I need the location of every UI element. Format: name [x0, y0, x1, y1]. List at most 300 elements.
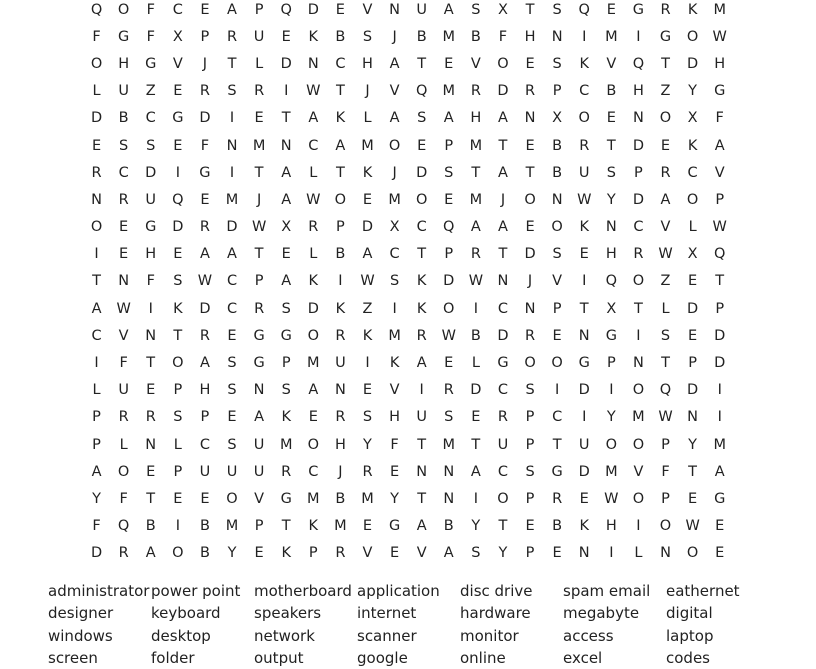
grid-letter[interactable]: T: [525, 164, 535, 181]
grid-letter[interactable]: V: [362, 545, 373, 562]
grid-letter[interactable]: H: [714, 55, 726, 72]
grid-letter[interactable]: X: [172, 28, 183, 45]
grid-letter[interactable]: A: [470, 463, 481, 480]
grid-letter[interactable]: E: [688, 273, 698, 290]
grid-letter[interactable]: S: [552, 246, 562, 263]
grid-letter[interactable]: M: [605, 463, 618, 480]
grid-letter[interactable]: W: [306, 191, 321, 208]
grid-letter[interactable]: A: [714, 463, 725, 480]
grid-letter[interactable]: D: [687, 300, 699, 317]
grid-letter[interactable]: P: [444, 137, 454, 154]
grid-letter[interactable]: J: [392, 28, 397, 45]
grid-letter[interactable]: D: [280, 55, 292, 72]
grid-letter[interactable]: S: [444, 409, 454, 426]
grid-letter[interactable]: A: [470, 219, 481, 236]
grid-letter[interactable]: M: [334, 518, 347, 535]
grid-letter[interactable]: C: [579, 83, 590, 100]
grid-letter[interactable]: J: [500, 191, 506, 208]
grid-letter[interactable]: P: [254, 518, 264, 535]
grid-letter[interactable]: Y: [606, 409, 616, 426]
grid-letter[interactable]: S: [606, 164, 616, 181]
grid-letter[interactable]: N: [307, 55, 319, 72]
grid-letter[interactable]: V: [389, 382, 400, 399]
grid-letter[interactable]: R: [362, 463, 373, 480]
grid-letter[interactable]: R: [552, 490, 563, 507]
grid-letter[interactable]: Y: [498, 545, 508, 562]
grid-letter[interactable]: L: [119, 436, 128, 453]
grid-letter[interactable]: Y: [390, 490, 399, 507]
grid-letter[interactable]: H: [199, 382, 211, 399]
grid-letter[interactable]: Z: [362, 300, 373, 317]
grid-letter[interactable]: K: [389, 355, 400, 372]
grid-letter[interactable]: T: [471, 436, 481, 453]
grid-letter[interactable]: D: [470, 382, 482, 399]
grid-letter[interactable]: U: [199, 463, 211, 480]
grid-letter[interactable]: U: [578, 164, 590, 181]
grid-letter[interactable]: P: [715, 191, 725, 208]
grid-letter[interactable]: N: [578, 327, 590, 344]
grid-letter[interactable]: U: [226, 463, 238, 480]
grid-letter[interactable]: O: [90, 219, 103, 236]
grid-letter[interactable]: P: [661, 490, 670, 507]
grid-letter[interactable]: R: [633, 246, 644, 263]
grid-letter[interactable]: O: [226, 490, 238, 507]
grid-letter[interactable]: S: [146, 137, 156, 154]
grid-letter[interactable]: O: [524, 191, 536, 208]
grid-letter[interactable]: N: [280, 137, 292, 154]
grid-letter[interactable]: A: [416, 355, 427, 372]
grid-letter[interactable]: Q: [578, 1, 590, 18]
grid-letter[interactable]: D: [90, 110, 103, 127]
grid-letter[interactable]: N: [443, 490, 455, 507]
grid-letter[interactable]: I: [284, 83, 289, 100]
grid-letter[interactable]: E: [444, 191, 454, 208]
grid-letter[interactable]: E: [389, 545, 400, 562]
grid-letter[interactable]: L: [309, 246, 318, 263]
grid-letter[interactable]: T: [417, 246, 427, 263]
grid-letter[interactable]: N: [389, 1, 400, 18]
grid-letter[interactable]: O: [551, 355, 563, 372]
grid-letter[interactable]: S: [227, 436, 237, 453]
grid-letter[interactable]: O: [443, 300, 455, 317]
grid-letter[interactable]: M: [361, 137, 374, 154]
grid-letter[interactable]: I: [473, 300, 478, 317]
grid-letter[interactable]: S: [525, 382, 535, 399]
grid-letter[interactable]: D: [687, 382, 699, 399]
grid-letter[interactable]: R: [660, 164, 671, 181]
grid-letter[interactable]: M: [469, 137, 483, 154]
grid-letter[interactable]: R: [145, 409, 156, 426]
grid-letter[interactable]: E: [200, 490, 210, 507]
grid-letter[interactable]: E: [281, 28, 291, 45]
grid-letter[interactable]: I: [555, 382, 560, 399]
grid-letter[interactable]: T: [173, 327, 183, 344]
grid-letter[interactable]: N: [551, 28, 563, 45]
grid-letter[interactable]: Y: [471, 518, 481, 535]
grid-letter[interactable]: P: [525, 436, 535, 453]
grid-letter[interactable]: S: [471, 1, 481, 18]
grid-letter[interactable]: O: [632, 273, 645, 290]
grid-letter[interactable]: P: [525, 545, 535, 562]
grid-letter[interactable]: F: [119, 490, 128, 507]
grid-letter[interactable]: D: [307, 1, 319, 18]
grid-letter[interactable]: R: [579, 137, 590, 154]
grid-letter[interactable]: I: [94, 355, 99, 372]
grid-letter[interactable]: W: [685, 518, 700, 535]
grid-letter[interactable]: O: [578, 110, 590, 127]
grid-letter[interactable]: A: [281, 273, 292, 290]
grid-letter[interactable]: E: [362, 518, 373, 535]
grid-letter[interactable]: B: [552, 137, 563, 154]
grid-letter[interactable]: K: [579, 518, 589, 535]
grid-letter[interactable]: H: [524, 28, 536, 45]
grid-letter[interactable]: T: [633, 300, 643, 317]
grid-letter[interactable]: R: [199, 219, 210, 236]
grid-letter[interactable]: X: [552, 110, 563, 127]
grid-letter[interactable]: A: [281, 164, 292, 181]
grid-letter[interactable]: K: [362, 164, 373, 181]
grid-letter[interactable]: A: [714, 137, 725, 154]
grid-letter[interactable]: Q: [713, 246, 726, 263]
grid-letter[interactable]: R: [118, 545, 129, 562]
grid-letter[interactable]: B: [199, 545, 210, 562]
grid-letter[interactable]: Q: [443, 219, 455, 236]
grid-letter[interactable]: V: [362, 1, 373, 18]
grid-letter[interactable]: Q: [172, 191, 184, 208]
grid-letter[interactable]: E: [91, 137, 102, 154]
grid-letter[interactable]: T: [688, 463, 698, 480]
grid-letter[interactable]: E: [362, 382, 373, 399]
grid-letter[interactable]: K: [416, 300, 427, 317]
grid-letter[interactable]: M: [469, 191, 483, 208]
grid-letter[interactable]: V: [714, 164, 725, 181]
grid-letter[interactable]: R: [199, 327, 210, 344]
grid-letter[interactable]: A: [227, 1, 237, 18]
grid-letter[interactable]: U: [335, 355, 346, 372]
grid-letter[interactable]: T: [498, 246, 508, 263]
grid-letter[interactable]: W: [712, 28, 727, 45]
grid-letter[interactable]: K: [308, 28, 319, 45]
grid-letter[interactable]: R: [308, 219, 319, 236]
grid-letter[interactable]: E: [173, 137, 183, 154]
grid-letter[interactable]: I: [582, 273, 587, 290]
grid-letter[interactable]: E: [254, 545, 264, 562]
grid-letter[interactable]: C: [145, 110, 156, 127]
grid-letter[interactable]: H: [118, 55, 130, 72]
grid-letter[interactable]: Y: [688, 436, 698, 453]
grid-letter[interactable]: N: [416, 463, 428, 480]
grid-letter[interactable]: H: [362, 55, 373, 72]
grid-letter[interactable]: E: [688, 327, 698, 344]
grid-letter[interactable]: R: [660, 1, 671, 18]
grid-letter[interactable]: A: [362, 246, 373, 263]
grid-letter[interactable]: C: [172, 1, 183, 18]
grid-letter[interactable]: M: [632, 409, 645, 426]
grid-letter[interactable]: L: [173, 436, 182, 453]
grid-letter[interactable]: N: [632, 355, 644, 372]
grid-letter[interactable]: G: [632, 1, 645, 18]
grid-letter[interactable]: V: [606, 55, 617, 72]
grid-letter[interactable]: C: [497, 463, 509, 480]
grid-letter[interactable]: F: [92, 28, 101, 45]
grid-letter[interactable]: S: [660, 327, 671, 344]
grid-letter[interactable]: A: [660, 191, 671, 208]
grid-letter[interactable]: W: [577, 191, 592, 208]
grid-letter[interactable]: D: [578, 382, 590, 399]
grid-letter[interactable]: G: [280, 327, 292, 344]
grid-letter[interactable]: V: [470, 55, 481, 72]
grid-letter[interactable]: A: [91, 463, 102, 480]
grid-letter[interactable]: M: [307, 490, 320, 507]
grid-letter[interactable]: O: [551, 219, 563, 236]
grid-letter[interactable]: A: [497, 164, 508, 181]
grid-letter[interactable]: V: [416, 545, 427, 562]
grid-letter[interactable]: D: [145, 164, 157, 181]
grid-letter[interactable]: A: [91, 300, 102, 317]
grid-letter[interactable]: T: [661, 355, 670, 372]
grid-letter[interactable]: S: [362, 28, 373, 45]
grid-letter[interactable]: E: [525, 137, 535, 154]
grid-letter[interactable]: I: [636, 327, 641, 344]
grid-letter[interactable]: R: [254, 300, 265, 317]
grid-letter[interactable]: T: [281, 110, 291, 127]
grid-letter[interactable]: H: [145, 246, 157, 263]
grid-letter[interactable]: H: [470, 110, 482, 127]
grid-letter[interactable]: Y: [688, 83, 698, 100]
grid-letter[interactable]: M: [442, 436, 456, 453]
grid-letter[interactable]: B: [552, 164, 563, 181]
grid-letter[interactable]: S: [552, 55, 562, 72]
grid-letter[interactable]: R: [226, 28, 238, 45]
grid-letter[interactable]: G: [172, 110, 184, 127]
grid-letter[interactable]: E: [200, 191, 210, 208]
grid-letter[interactable]: H: [632, 83, 644, 100]
grid-letter[interactable]: W: [441, 327, 456, 344]
grid-letter[interactable]: X: [687, 110, 698, 127]
grid-letter[interactable]: Q: [90, 1, 103, 18]
grid-letter[interactable]: V: [118, 327, 129, 344]
grid-letter[interactable]: F: [498, 28, 508, 45]
grid-letter[interactable]: W: [658, 246, 673, 263]
grid-letter[interactable]: W: [197, 273, 213, 290]
grid-letter[interactable]: H: [389, 409, 401, 426]
grid-letter[interactable]: P: [173, 463, 183, 480]
grid-letter[interactable]: V: [660, 219, 671, 236]
grid-letter[interactable]: E: [715, 518, 725, 535]
grid-letter[interactable]: N: [443, 463, 455, 480]
grid-letter[interactable]: I: [229, 110, 235, 127]
grid-letter[interactable]: S: [389, 273, 400, 290]
grid-letter[interactable]: E: [525, 518, 535, 535]
grid-letter[interactable]: F: [661, 463, 670, 480]
grid-letter[interactable]: P: [281, 355, 291, 372]
grid-letter[interactable]: J: [392, 164, 397, 181]
grid-letter[interactable]: W: [468, 273, 484, 290]
grid-letter[interactable]: E: [254, 110, 264, 127]
grid-letter[interactable]: S: [362, 409, 373, 426]
grid-letter[interactable]: O: [605, 436, 618, 453]
grid-letter[interactable]: J: [202, 55, 208, 72]
grid-letter[interactable]: R: [416, 327, 427, 344]
grid-letter[interactable]: B: [118, 110, 129, 127]
grid-letter[interactable]: F: [92, 518, 101, 535]
grid-letter[interactable]: F: [715, 110, 724, 127]
grid-letter[interactable]: U: [253, 463, 265, 480]
grid-letter[interactable]: D: [307, 300, 319, 317]
grid-letter[interactable]: M: [225, 191, 239, 208]
grid-letter[interactable]: B: [606, 83, 617, 100]
grid-letter[interactable]: L: [92, 382, 101, 399]
grid-letter[interactable]: I: [175, 164, 180, 181]
grid-letter[interactable]: P: [606, 355, 616, 372]
grid-letter[interactable]: S: [525, 463, 535, 480]
grid-letter[interactable]: G: [497, 355, 509, 372]
grid-letter[interactable]: O: [388, 137, 401, 154]
grid-letter[interactable]: E: [552, 545, 562, 562]
grid-letter[interactable]: K: [335, 110, 346, 127]
grid-letter[interactable]: L: [661, 300, 670, 317]
grid-letter[interactable]: E: [146, 463, 156, 480]
grid-letter[interactable]: N: [660, 545, 671, 562]
grid-letter[interactable]: V: [389, 83, 400, 100]
grid-letter[interactable]: O: [686, 545, 699, 562]
grid-letter[interactable]: V: [254, 490, 265, 507]
grid-letter[interactable]: G: [145, 219, 157, 236]
grid-letter[interactable]: U: [118, 382, 129, 399]
grid-letter[interactable]: G: [199, 164, 211, 181]
grid-letter[interactable]: T: [254, 164, 264, 181]
grid-letter[interactable]: K: [687, 1, 698, 18]
grid-letter[interactable]: T: [525, 1, 535, 18]
grid-letter[interactable]: N: [334, 382, 346, 399]
grid-letter[interactable]: E: [606, 110, 616, 127]
grid-letter[interactable]: G: [388, 518, 401, 535]
grid-letter[interactable]: K: [308, 273, 319, 290]
grid-letter[interactable]: D: [226, 219, 238, 236]
grid-letter[interactable]: V: [633, 463, 644, 480]
grid-letter[interactable]: L: [92, 83, 101, 100]
grid-letter[interactable]: E: [525, 219, 535, 236]
grid-letter[interactable]: O: [632, 436, 645, 453]
grid-letter[interactable]: P: [552, 83, 562, 100]
grid-letter[interactable]: P: [688, 355, 697, 372]
grid-letter[interactable]: K: [416, 273, 427, 290]
grid-letter[interactable]: R: [497, 409, 508, 426]
grid-letter[interactable]: P: [715, 300, 725, 317]
grid-letter[interactable]: M: [279, 436, 293, 453]
grid-letter[interactable]: L: [688, 219, 697, 236]
grid-letter[interactable]: E: [389, 463, 400, 480]
grid-letter[interactable]: H: [605, 518, 617, 535]
grid-letter[interactable]: A: [497, 110, 508, 127]
grid-letter[interactable]: E: [173, 490, 183, 507]
grid-letter[interactable]: I: [392, 300, 397, 317]
grid-letter[interactable]: N: [632, 110, 644, 127]
grid-letter[interactable]: P: [254, 273, 264, 290]
grid-letter[interactable]: B: [145, 518, 156, 535]
grid-letter[interactable]: M: [388, 191, 401, 208]
grid-letter[interactable]: S: [173, 409, 183, 426]
grid-letter[interactable]: G: [145, 55, 157, 72]
grid-letter[interactable]: I: [229, 164, 235, 181]
grid-letter[interactable]: I: [717, 409, 722, 426]
grid-letter[interactable]: C: [226, 273, 238, 290]
grid-letter[interactable]: E: [606, 1, 616, 18]
grid-letter[interactable]: P: [200, 409, 210, 426]
grid-letter[interactable]: D: [361, 219, 374, 236]
grid-letter[interactable]: I: [419, 382, 424, 399]
grid-letter[interactable]: F: [200, 137, 210, 154]
grid-letter[interactable]: N: [524, 300, 536, 317]
grid-letter[interactable]: T: [552, 436, 562, 453]
grid-letter[interactable]: T: [146, 355, 156, 372]
grid-letter[interactable]: R: [525, 327, 536, 344]
grid-letter[interactable]: S: [281, 382, 291, 399]
grid-letter[interactable]: T: [498, 137, 508, 154]
grid-letter[interactable]: E: [308, 409, 318, 426]
grid-letter[interactable]: Y: [363, 436, 372, 453]
grid-letter[interactable]: R: [199, 83, 210, 100]
grid-letter[interactable]: E: [173, 83, 183, 100]
grid-letter[interactable]: M: [361, 490, 374, 507]
grid-letter[interactable]: W: [251, 219, 267, 236]
grid-letter[interactable]: T: [498, 518, 508, 535]
grid-letter[interactable]: D: [687, 55, 699, 72]
grid-letter[interactable]: O: [307, 327, 319, 344]
grid-letter[interactable]: P: [200, 28, 210, 45]
grid-letter[interactable]: V: [172, 55, 183, 72]
grid-letter[interactable]: Z: [660, 83, 671, 100]
grid-letter[interactable]: D: [714, 327, 726, 344]
grid-letter[interactable]: E: [119, 219, 129, 236]
grid-letter[interactable]: Z: [660, 273, 671, 290]
grid-letter[interactable]: P: [525, 490, 535, 507]
grid-letter[interactable]: O: [117, 463, 130, 480]
grid-letter[interactable]: O: [117, 1, 130, 18]
grid-letter[interactable]: L: [309, 164, 318, 181]
grid-letter[interactable]: M: [442, 83, 456, 100]
grid-letter[interactable]: T: [661, 55, 670, 72]
grid-letter[interactable]: R: [525, 83, 536, 100]
grid-letter[interactable]: D: [172, 219, 184, 236]
grid-letter[interactable]: W: [658, 409, 673, 426]
grid-letter[interactable]: E: [417, 137, 427, 154]
grid-letter[interactable]: M: [713, 436, 726, 453]
grid-letter[interactable]: A: [416, 518, 427, 535]
grid-letter[interactable]: N: [687, 409, 699, 426]
grid-letter[interactable]: H: [334, 436, 346, 453]
grid-letter[interactable]: D: [199, 110, 211, 127]
grid-letter[interactable]: U: [416, 409, 427, 426]
grid-letter[interactable]: T: [254, 246, 264, 263]
grid-letter[interactable]: I: [609, 382, 614, 399]
grid-letter[interactable]: F: [119, 355, 128, 372]
grid-letter[interactable]: K: [281, 545, 291, 562]
grid-letter[interactable]: G: [280, 490, 292, 507]
grid-letter[interactable]: K: [173, 300, 183, 317]
grid-letter[interactable]: O: [172, 545, 184, 562]
grid-letter[interactable]: M: [307, 355, 320, 372]
grid-letter[interactable]: D: [90, 545, 103, 562]
grid-letter[interactable]: N: [605, 219, 617, 236]
grid-letter[interactable]: J: [365, 83, 370, 100]
grid-letter[interactable]: U: [118, 83, 129, 100]
grid-letter[interactable]: C: [335, 55, 346, 72]
grid-letter[interactable]: K: [687, 137, 698, 154]
grid-letter[interactable]: G: [714, 490, 726, 507]
grid-letter[interactable]: U: [253, 28, 265, 45]
grid-letter[interactable]: D: [578, 463, 590, 480]
